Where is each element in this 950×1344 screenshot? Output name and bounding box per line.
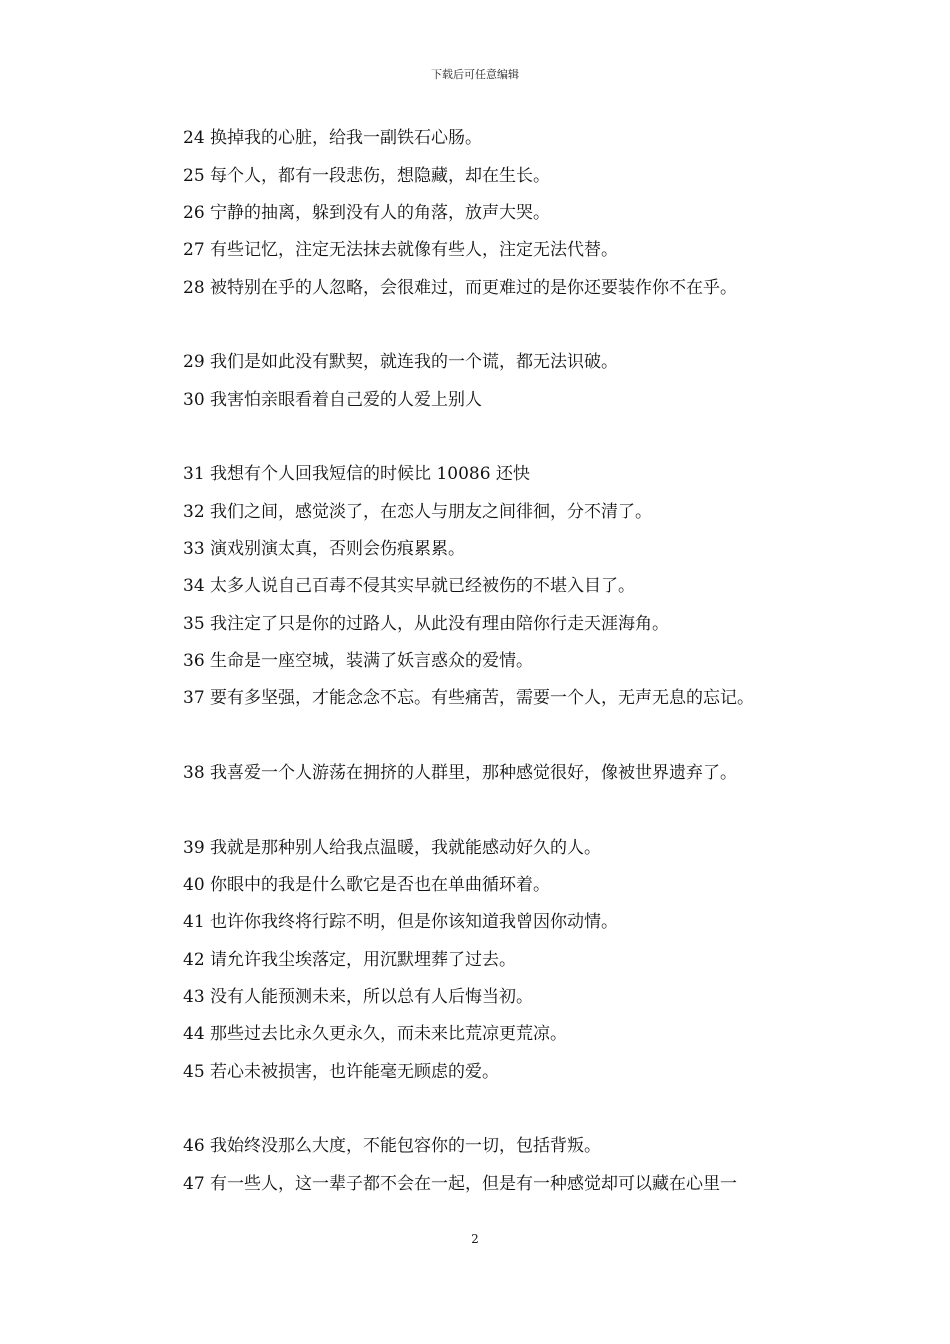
text-line: 45 若心未被损害，也许能毫无顾虑的爱。 [183, 1062, 500, 1082]
page-number: 2 [471, 1232, 479, 1246]
text-line: 35 我注定了只是你的过路人，从此没有理由陪你行走天涯海角。 [183, 614, 670, 634]
text-line: 31 我想有个人回我短信的时候比 10086 还快 [183, 464, 530, 484]
page-header: 下载后可任意编辑 [431, 68, 519, 81]
text-line: 28 被特别在乎的人忽略，会很难过，而更难过的是你还要装作你不在乎。 [183, 278, 738, 298]
text-line: 34 太多人说自己百毒不侵其实早就已经被伤的不堪入目了。 [183, 576, 636, 596]
text-line: 47 有一些人，这一辈子都不会在一起，但是有一种感觉却可以藏在心里一 [183, 1174, 738, 1194]
text-line: 25 每个人，都有一段悲伤，想隐藏，却在生长。 [183, 166, 551, 186]
text-line: 27 有些记忆，注定无法抹去就像有些人，注定无法代替。 [183, 240, 619, 260]
text-line: 30 我害怕亲眼看着自己爱的人爱上别人 [183, 390, 483, 410]
text-line: 42 请允许我尘埃落定，用沉默埋葬了过去。 [183, 950, 517, 970]
text-line: 26 宁静的抽离，躲到没有人的角落，放声大哭。 [183, 203, 551, 223]
text-line: 36 生命是一座空城，装满了妖言惑众的爱情。 [183, 651, 534, 671]
text-line: 38 我喜爱一个人游荡在拥挤的人群里，那种感觉很好，像被世界遗弃了。 [183, 763, 738, 783]
text-line: 40 你眼中的我是什么歌它是否也在单曲循环着。 [183, 875, 551, 895]
text-line: 24 换掉我的心脏，给我一副铁石心肠。 [183, 128, 483, 148]
text-line: 33 演戏别演太真，否则会伤痕累累。 [183, 539, 466, 559]
text-line: 37 要有多坚强，才能念念不忘。有些痛苦，需要一个人，无声无息的忘记。 [183, 688, 755, 708]
text-line: 46 我始终没那么大度，不能包容你的一切，包括背叛。 [183, 1136, 602, 1156]
text-line: 29 我们是如此没有默契，就连我的一个谎，都无法识破。 [183, 352, 619, 372]
text-line: 44 那些过去比永久更永久，而未来比荒凉更荒凉。 [183, 1024, 568, 1044]
text-line: 43 没有人能预测未来，所以总有人后悔当初。 [183, 987, 534, 1007]
text-line: 41 也许你我终将行踪不明，但是你该知道我曾因你动情。 [183, 912, 619, 932]
text-line: 39 我就是那种别人给我点温暖，我就能感动好久的人。 [183, 838, 602, 858]
text-line: 32 我们之间，感觉淡了，在恋人与朋友之间徘徊，分不清了。 [183, 502, 653, 522]
